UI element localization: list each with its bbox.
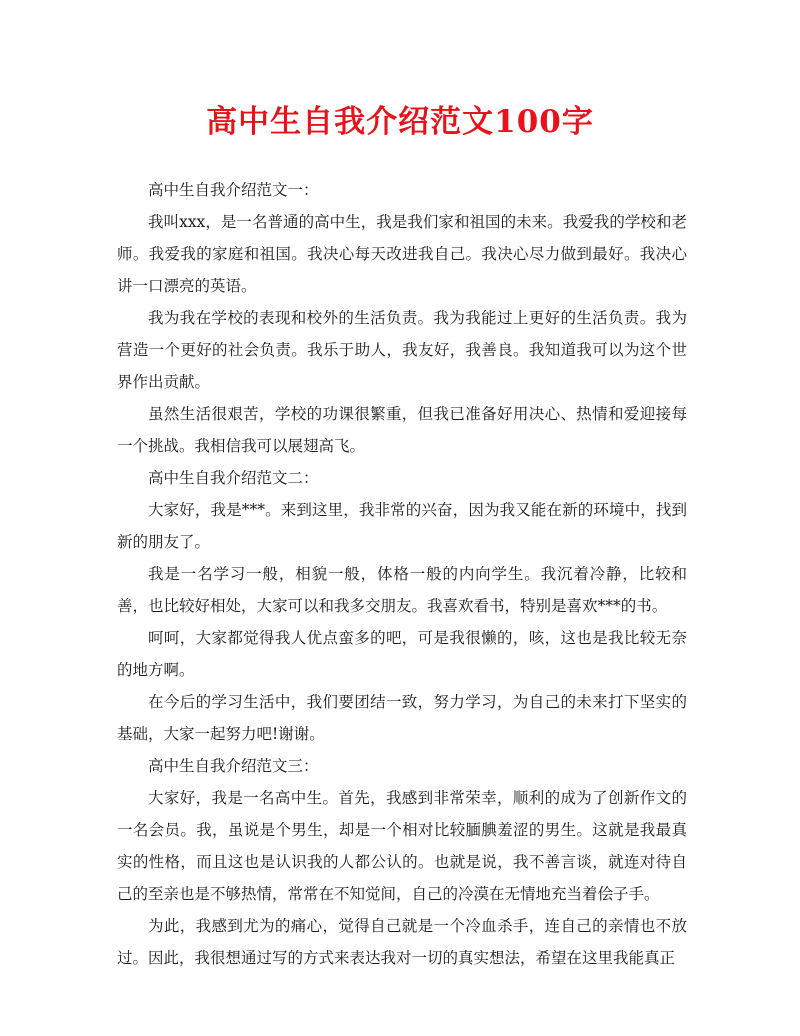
paragraph: 在今后的学习生活中，我们要团结一致，努力学习，为自己的未来打下坚实的基础，大家一起努力吧!谢谢。 [117,693,687,743]
document-title: 高中生自我介绍范文100字 [206,104,594,140]
paragraph: 呵呵，大家都觉得我人优点蛮多的吧，可是我很懒的，咳，这也是我比较无奈的地方啊。 [117,629,687,679]
section-heading-2: 高中生自我介绍范文二： [148,469,319,487]
paragraph: 我叫xxx，是一名普通的高中生，我是我们家和祖国的未来。我爱我的学校和老师。我爱我的家庭和祖国。我决心每天改进我自己。我决心尽力做到最好。我决心讲一口漂亮的英语。 [117,213,687,295]
paragraph: 大家好，我是***。来到这里，我非常的兴奋，因为我又能在新的环境中，找到新的朋友了。 [117,501,687,551]
paragraph: 为此，我感到尤为的痛心，觉得自己就是一个冷血杀手，连自己的亲情也不放过。因此，我很想通过写的方式来表达我对一切的真实想法，希望在这里我能真正 [117,917,687,967]
section-heading-1: 高中生自我介绍范文一： [148,181,319,199]
paragraph: 虽然生活很艰苦，学校的功课很繁重，但我已准备好用决心、热情和爱迎接每一个挑战。我相信我可以展翅高飞。 [117,405,687,455]
document-body [117,174,687,974]
paragraph: 我为我在学校的表现和校外的生活负责。我为我能过上更好的生活负责。我为营造一个更好的社会负责。我乐于助人，我友好，我善良。我知道我可以为这个世界作出贡献。 [117,309,687,391]
section-heading-3: 高中生自我介绍范文三： [148,757,319,775]
paragraph: 我是一名学习一般，相貌一般，体格一般的内向学生。我沉着冷静，比较和善，也比较好相处，大家可以和我多交朋友。我喜欢看书，特别是喜欢***的书。 [117,565,687,615]
paragraph: 大家好，我是一名高中生。首先，我感到非常荣幸，顺利的成为了创新作文的一名会员。我，虽说是个男生，却是一个相对比较腼腆羞涩的男生。这就是我最真实的性格，而且这也是认识我的人都公认的。也就是说，我不善言谈，就连对待自己的至亲也是不够热情，常常在不知觉间，自己的冷漠在无情地充当着侩子手。 [117,789,687,903]
